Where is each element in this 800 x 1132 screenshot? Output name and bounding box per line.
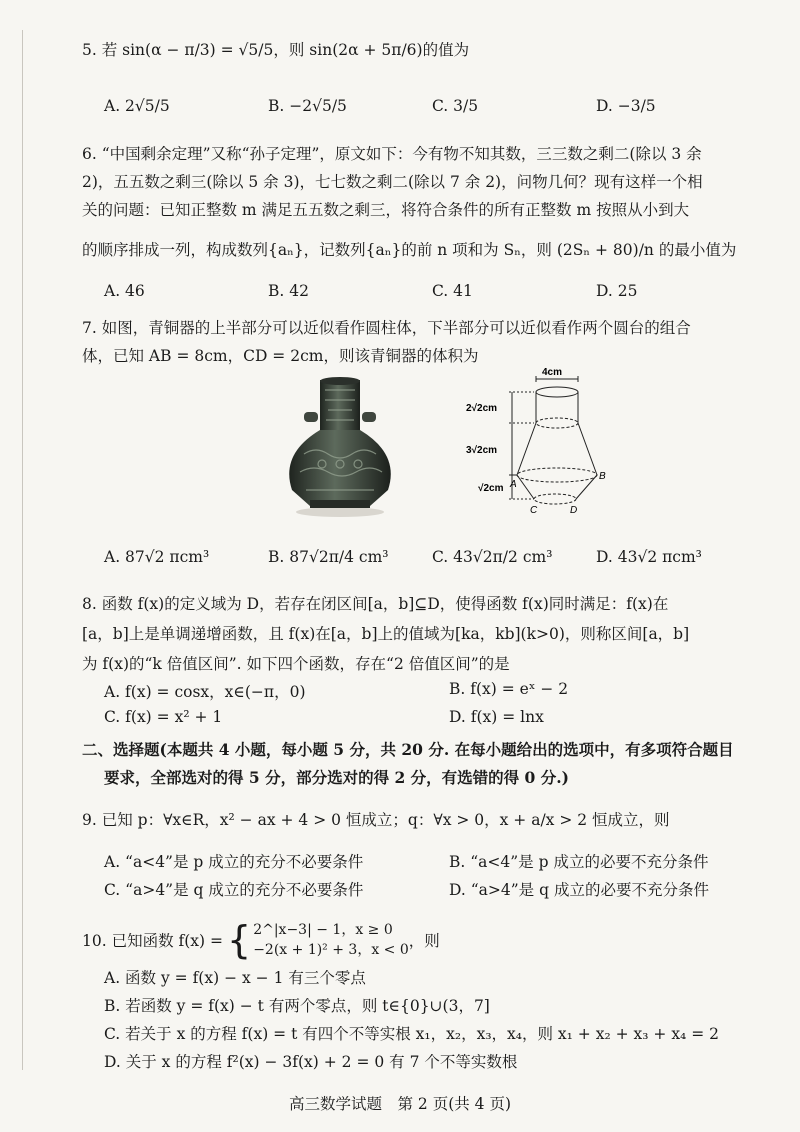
q8-line-2: [a，b]上是单调递增函数，且 f(x)在[a，b]上的值域为[ka，kb](k>0)，则称区间[a，b] [82, 625, 690, 643]
q8-option-b: B. f(x) = eˣ − 2 [449, 680, 569, 698]
q8-options-row-2 [104, 708, 794, 726]
q6-line-2: 2)，五五数之剩三(除以 5 余 3)，七七数之剩二(除以 7 余 2)，问物几何？现有这样一个相 [82, 173, 703, 191]
q10-option-b: B. 若函数 y = f(x) − t 有两个零点，则 t∈{0}∪(3，7] [104, 997, 490, 1015]
q10-stem [82, 920, 440, 960]
label-point-b: B [599, 471, 606, 482]
q5-options [104, 97, 760, 115]
q5-stem: 5. 若 sin(α − π/3) = √5/5，则 sin(2α + 5π/6)的值为 [82, 41, 470, 59]
q10-stem-prefix: 10. 已知函数 f(x) = [82, 932, 223, 950]
q5-option-c: C. 3/5 [432, 97, 479, 115]
section-2-heading-line-2: 要求，全部选对的得 5 分，部分选对的得 2 分，有选错的得 0 分.) [104, 768, 569, 787]
q10-option-a: A. 函数 y = f(x) − x − 1 有三个零点 [104, 969, 366, 987]
q7-option-c: C. 43√2π/2 cm³ [432, 548, 553, 566]
q7-option-a: A. 87√2 πcm³ [104, 548, 210, 566]
label-top-width: 4cm [542, 367, 563, 378]
q6-option-a: A. 46 [104, 282, 145, 300]
bronze-vessel-photo [270, 372, 410, 520]
label-point-d: D [570, 505, 578, 516]
q7-option-d: D. 43√2 πcm³ [596, 548, 702, 566]
q6-line-1: 6. “中国剩余定理”又称“孙子定理”，原文如下：今有物不知其数，三三数之剩二(除以 3 余 [82, 145, 702, 163]
q9-options-row-1 [104, 850, 794, 872]
q8-option-d: D. f(x) = lnx [449, 708, 544, 726]
q6-line-3: 关的问题：已知正整数 m 满足五五数之剩三，将符合条件的所有正整数 m 按照从小到大 [82, 201, 690, 219]
q5-option-a: A. 2√5/5 [104, 97, 170, 115]
q7-options [104, 548, 760, 566]
bronze-vessel-illustration [270, 372, 410, 520]
q7-option-b: B. 87√2π/4 cm³ [268, 548, 389, 566]
q10-brace: { [227, 918, 252, 962]
q6-option-c: C. 41 [432, 282, 473, 300]
q10-option-c: C. 若关于 x 的方程 f(x) = t 有四个不等实根 x₁，x₂，x₃，x₄，则 x₁ + x₂ + x₃ + x₄ = 2 [104, 1025, 719, 1043]
label-point-c: C [530, 505, 538, 516]
q8-option-a: A. f(x) = cosx，x∈(−π，0) [104, 683, 306, 701]
q9-option-a: A. “a<4”是 p 成立的充分不必要条件 [104, 853, 364, 871]
q8-option-c: C. f(x) = x² + 1 [104, 708, 223, 726]
q10-case-2: −2(x + 1)² + 3，x < 0 [253, 942, 409, 958]
label-point-a: A [510, 479, 517, 490]
q7-line-2: 体，已知 AB = 8cm，CD = 2cm，则该青铜器的体积为 [82, 347, 479, 365]
section-2-heading-line-1: 二、选择题(本题共 4 小题，每小题 5 分，共 20 分. 在每小题给出的选项中，有多项符合题目 [82, 740, 734, 759]
q9-options-row-2 [104, 878, 794, 900]
page-footer: 高三数学试题 第 2 页(共 4 页) [288, 1095, 512, 1113]
q6-option-d: D. 25 [596, 282, 638, 300]
q9-stem: 9. 已知 p：∀x∈R，x² − ax + 4 > 0 恒成立；q：∀x > 0，x + a/x > 2 恒成立，则 [82, 811, 670, 829]
q10-case-1: 2^|x−3| − 1，x ≥ 0 [253, 922, 393, 938]
label-height-1: 2√2cm [466, 403, 498, 414]
q5-option-d: D. −3/5 [596, 97, 656, 115]
q10-piecewise [253, 920, 409, 960]
q6-options [104, 282, 760, 300]
q10-stem-suffix: ，则 [408, 932, 440, 950]
label-height-2: 3√2cm [466, 445, 498, 456]
q9-option-b: B. “a<4”是 p 成立的必要不充分条件 [449, 853, 709, 871]
q5-option-b: B. −2√5/5 [268, 97, 347, 115]
q9-option-c: C. “a>4”是 q 成立的充分不必要条件 [104, 881, 364, 899]
vessel-geometry-diagram [460, 365, 610, 520]
q6-option-b: B. 42 [268, 282, 309, 300]
q6-line-4: 的顺序排成一列，构成数列{aₙ}，记数列{aₙ}的前 n 项和为 Sₙ，则 (2Sₙ + 80)/n 的最小值为 [82, 241, 737, 259]
q10-option-d: D. 关于 x 的方程 f²(x) − 3f(x) + 2 = 0 有 7 个不等实数根 [104, 1053, 518, 1071]
q9-option-d: D. “a>4”是 q 成立的必要不充分条件 [449, 881, 709, 899]
label-height-3: √2cm [478, 483, 504, 494]
q8-line-3: 为 f(x)的“k 倍值区间”. 如下四个函数，存在“2 倍值区间”的是 [82, 655, 510, 673]
q7-line-1: 7. 如图，青铜器的上半部分可以近似看作圆柱体，下半部分可以近似看作两个圆台的组合 [82, 319, 691, 337]
geometry-svg [460, 365, 610, 520]
page-left-edge [22, 30, 23, 1070]
q8-line-1: 8. 函数 f(x)的定义域为 D，若存在闭区间[a，b]⊆D，使得函数 f(x)同时满足：f(x)在 [82, 595, 669, 613]
q8-options-row-1 [104, 680, 794, 702]
